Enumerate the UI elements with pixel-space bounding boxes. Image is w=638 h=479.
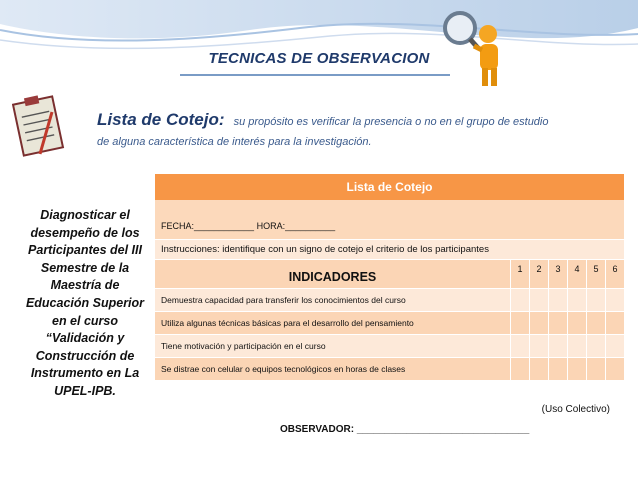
decorative-wave-band: [0, 0, 638, 90]
check-cell[interactable]: [529, 335, 548, 357]
check-cell[interactable]: [548, 289, 567, 311]
fecha-hora-row: FECHA:____________ HORA:__________: [155, 200, 624, 240]
side-line: Diagnosticar el: [40, 208, 130, 222]
observador-line: OBSERVADOR: _______________________________: [280, 424, 530, 435]
check-cell[interactable]: [605, 358, 624, 380]
check-cell[interactable]: [510, 312, 529, 334]
check-cell[interactable]: [567, 289, 586, 311]
side-line: Maestría de: [50, 278, 120, 293]
criteria-list: [155, 289, 624, 381]
column-number: 2: [529, 260, 548, 288]
criterion-label: Tiene motivación y participación en el curso: [155, 335, 510, 357]
lista-heading: Lista de Cotejo:: [97, 110, 225, 129]
table-row: [155, 358, 624, 381]
table-row: [155, 312, 624, 335]
check-cell[interactable]: [529, 358, 548, 380]
side-line: Participantes del III: [28, 243, 142, 258]
side-line: desempeño de los: [30, 225, 140, 240]
check-cell[interactable]: [586, 358, 605, 380]
side-line: Educación Superior: [25, 295, 145, 310]
check-cell[interactable]: [605, 289, 624, 311]
indicadores-label: INDICADORES: [155, 260, 510, 288]
check-cell[interactable]: [510, 335, 529, 357]
criterion-label: Utiliza algunas técnicas básicas para el desarrollo del pensamiento: [155, 312, 510, 334]
check-cell[interactable]: [510, 289, 529, 311]
check-cell[interactable]: [586, 289, 605, 311]
check-cell[interactable]: [548, 312, 567, 334]
side-description: [24, 207, 146, 401]
magnifier-man-icon: [438, 6, 518, 90]
check-cell[interactable]: [510, 358, 529, 380]
check-cell[interactable]: [567, 335, 586, 357]
side-line: Semestre de la: [40, 260, 130, 275]
checklist-table: [155, 174, 624, 381]
indicadores-header-row: [155, 260, 624, 289]
uso-colectivo-note: (Uso Colectivo): [541, 404, 610, 415]
check-cell[interactable]: [529, 289, 548, 311]
check-cell[interactable]: [586, 312, 605, 334]
instructions-row: Instrucciones: identifique con un signo de cotejo el criterio de los participantes: [155, 240, 624, 260]
column-number: 3: [548, 260, 567, 288]
check-cell[interactable]: [548, 358, 567, 380]
table-row: [155, 335, 624, 358]
clipboard-icon: [12, 92, 70, 158]
lista-description: [97, 110, 617, 152]
table-row: [155, 289, 624, 312]
column-number: 6: [605, 260, 624, 288]
side-line: UPEL-IPB.: [54, 383, 116, 398]
side-line: “Validación y: [45, 331, 125, 346]
check-cell[interactable]: [529, 312, 548, 334]
column-number: 5: [586, 260, 605, 288]
side-line: Instrumento en La: [30, 366, 140, 381]
check-cell[interactable]: [605, 335, 624, 357]
check-cell[interactable]: [567, 312, 586, 334]
criterion-label: Demuestra capacidad para transferir los conocimientos del curso: [155, 289, 510, 311]
check-cell[interactable]: [567, 358, 586, 380]
check-cell[interactable]: [548, 335, 567, 357]
criterion-label: Se distrae con celular o equipos tecnológicos en horas de clases: [155, 358, 510, 380]
page-title: TECNICAS DE OBSERVACION: [208, 50, 430, 67]
lista-desc-line2: de alguna característica de interés para la investigación.: [97, 136, 372, 148]
lista-desc-line1: su propósito es verificar la presencia o no en el grupo de estudio: [233, 116, 549, 128]
check-cell[interactable]: [605, 312, 624, 334]
check-cell[interactable]: [586, 335, 605, 357]
column-number: 1: [510, 260, 529, 288]
side-line: en el curso: [52, 313, 118, 328]
table-header: Lista de Cotejo: [155, 174, 624, 200]
column-number: 4: [567, 260, 586, 288]
side-line: Construcción de: [35, 348, 135, 363]
title-underline: [180, 74, 450, 76]
